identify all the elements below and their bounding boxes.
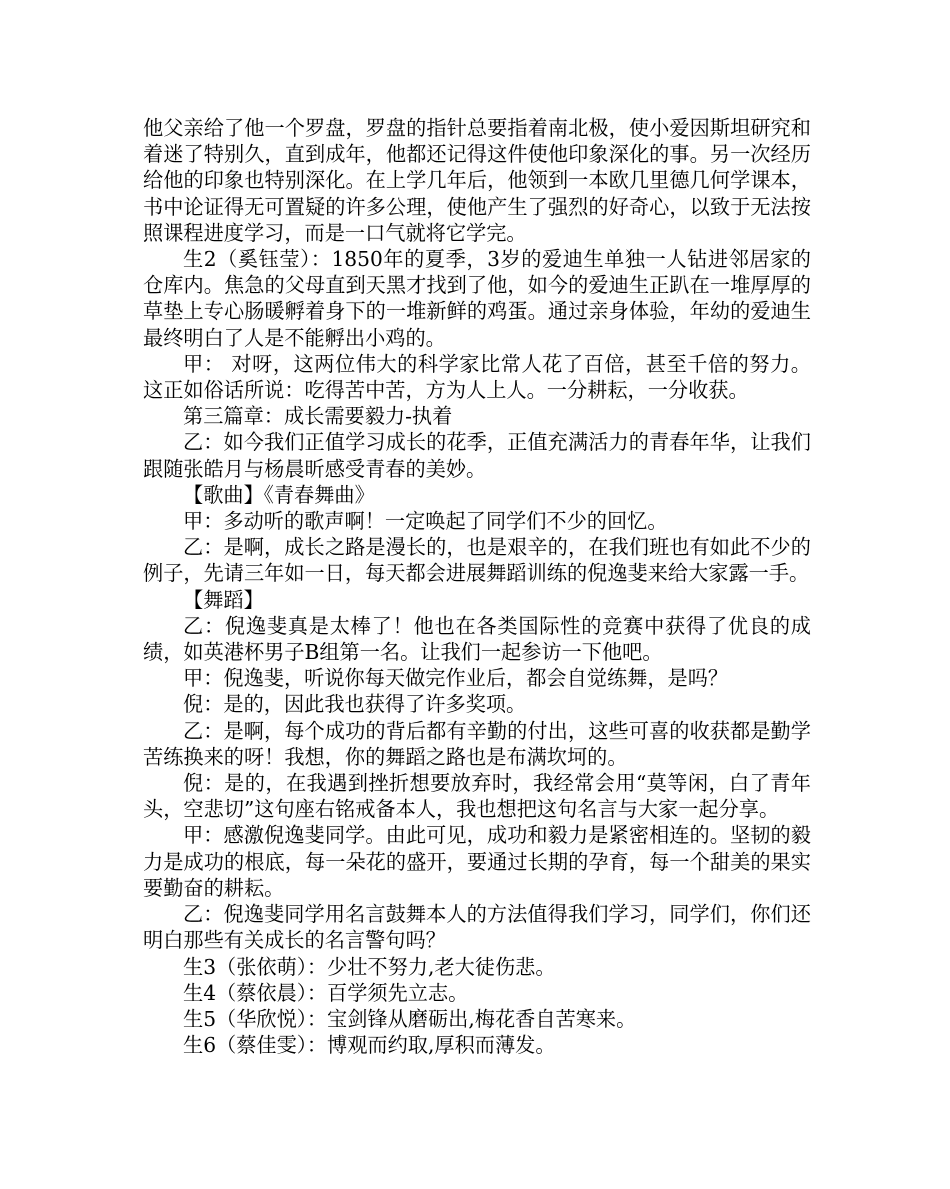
paragraph: 甲：感激倪逸斐同学。由此可见，成功和毅力是紧密相连的。坚韧的毅力是成功的根底，每一朵花的盛开，要通过长期的孕育，每一个甜美的果实要勤奋的耕耘。 [143, 823, 811, 900]
paragraph: 乙：是啊，成长之路是漫长的，也是艰辛的，在我们班也有如此不少的例子，先请三年如一日，每天都会进展舞蹈训练的倪逸斐来给大家露一手。 [143, 535, 811, 586]
paragraph: 乙：倪逸斐同学用名言鼓舞本人的方法值得我们学习，同学们，你们还明白那些有关成长的名言警句吗？ [143, 902, 811, 953]
program-item: 【舞蹈】 [183, 587, 264, 612]
paragraph: 生2（奚钰莹）：1850年的夏季，3岁的爱迪生单独一人钻进邻居家的仓库内。焦急的父母直到天黑才找到了他，如今的爱迪生正趴在一堆厚厚的草垫上专心肠暖孵着身下的一堆新鲜的鸡蛋。通过亲身体验，年幼的爱迪生最终明白了人是不能孵出小鸡的。 [143, 247, 811, 350]
quote-line: 生4（蔡依晨）：百学须先立志。 [183, 980, 469, 1005]
section-heading: 第三篇章：成长需要毅力-执着 [183, 404, 453, 429]
document-page [143, 115, 811, 1058]
paragraph: 倪：是的，在我遇到挫折想要放弃时，我经常会用“莫等闲，白了青年头，空悲切”这句座右铭戒备本人，我也想把这句名言与大家一起分享。 [143, 771, 811, 822]
quote-line: 生6（蔡佳雯）：博观而约取,厚积而薄发。 [183, 1033, 556, 1058]
paragraph: 乙：是啊，每个成功的背后都有辛勤的付出，这些可喜的收获都是勤学苦练换来的呀！我想，你的舞蹈之路也是布满坎坷的。 [143, 718, 811, 769]
quote-line: 生5（华欣悦）：宝剑锋从磨砺出,梅花香自苦寒来。 [183, 1006, 637, 1031]
paragraph: 乙：倪逸斐真是太棒了！他也在各类国际性的竞赛中获得了优良的成绩，如英港杯男子B组第一名。让我们一起参访一下他吧。 [143, 613, 811, 665]
paragraph: 倪：是的，因此我也获得了许多奖项。 [183, 692, 527, 717]
paragraph: 甲：多动听的歌声啊！一定唤起了同学们不少的回忆。 [183, 509, 668, 534]
paragraph: 甲： 对呀，这两位伟大的科学家比常人花了百倍，甚至千倍的努力。这正如俗话所说：吃得苦中苦，方为人上人。一分耕耘，一分收获。 [143, 351, 811, 403]
paragraph: 甲：倪逸斐，听说你每天做完作业后，都会自觉练舞，是吗？ [183, 666, 729, 691]
quote-line: 生3（张依萌）：少壮不努力,老大徒伤悲。 [183, 954, 556, 979]
paragraph: 乙：如今我们正值学习成长的花季，正值充满活力的青春年华，让我们跟随张皓月与杨晨昕感受青春的美妙。 [143, 430, 811, 481]
paragraph: 他父亲给了他一个罗盘，罗盘的指针总要指着南北极，使小爱因斯坦研究和着迷了特别久，直到成年，他都还记得这件使他印象深化的事。另一次经历给他的印象也特别深化。在上学几年后，他领到一本欧几里德几何学课本，书中论证得无可置疑的许多公理，使他产生了强烈的好奇心，以致于无法按照课程进度学习，而是一口气就将它学完。 [143, 116, 811, 245]
program-item: 【歌曲】《青春舞曲》 [183, 482, 375, 507]
